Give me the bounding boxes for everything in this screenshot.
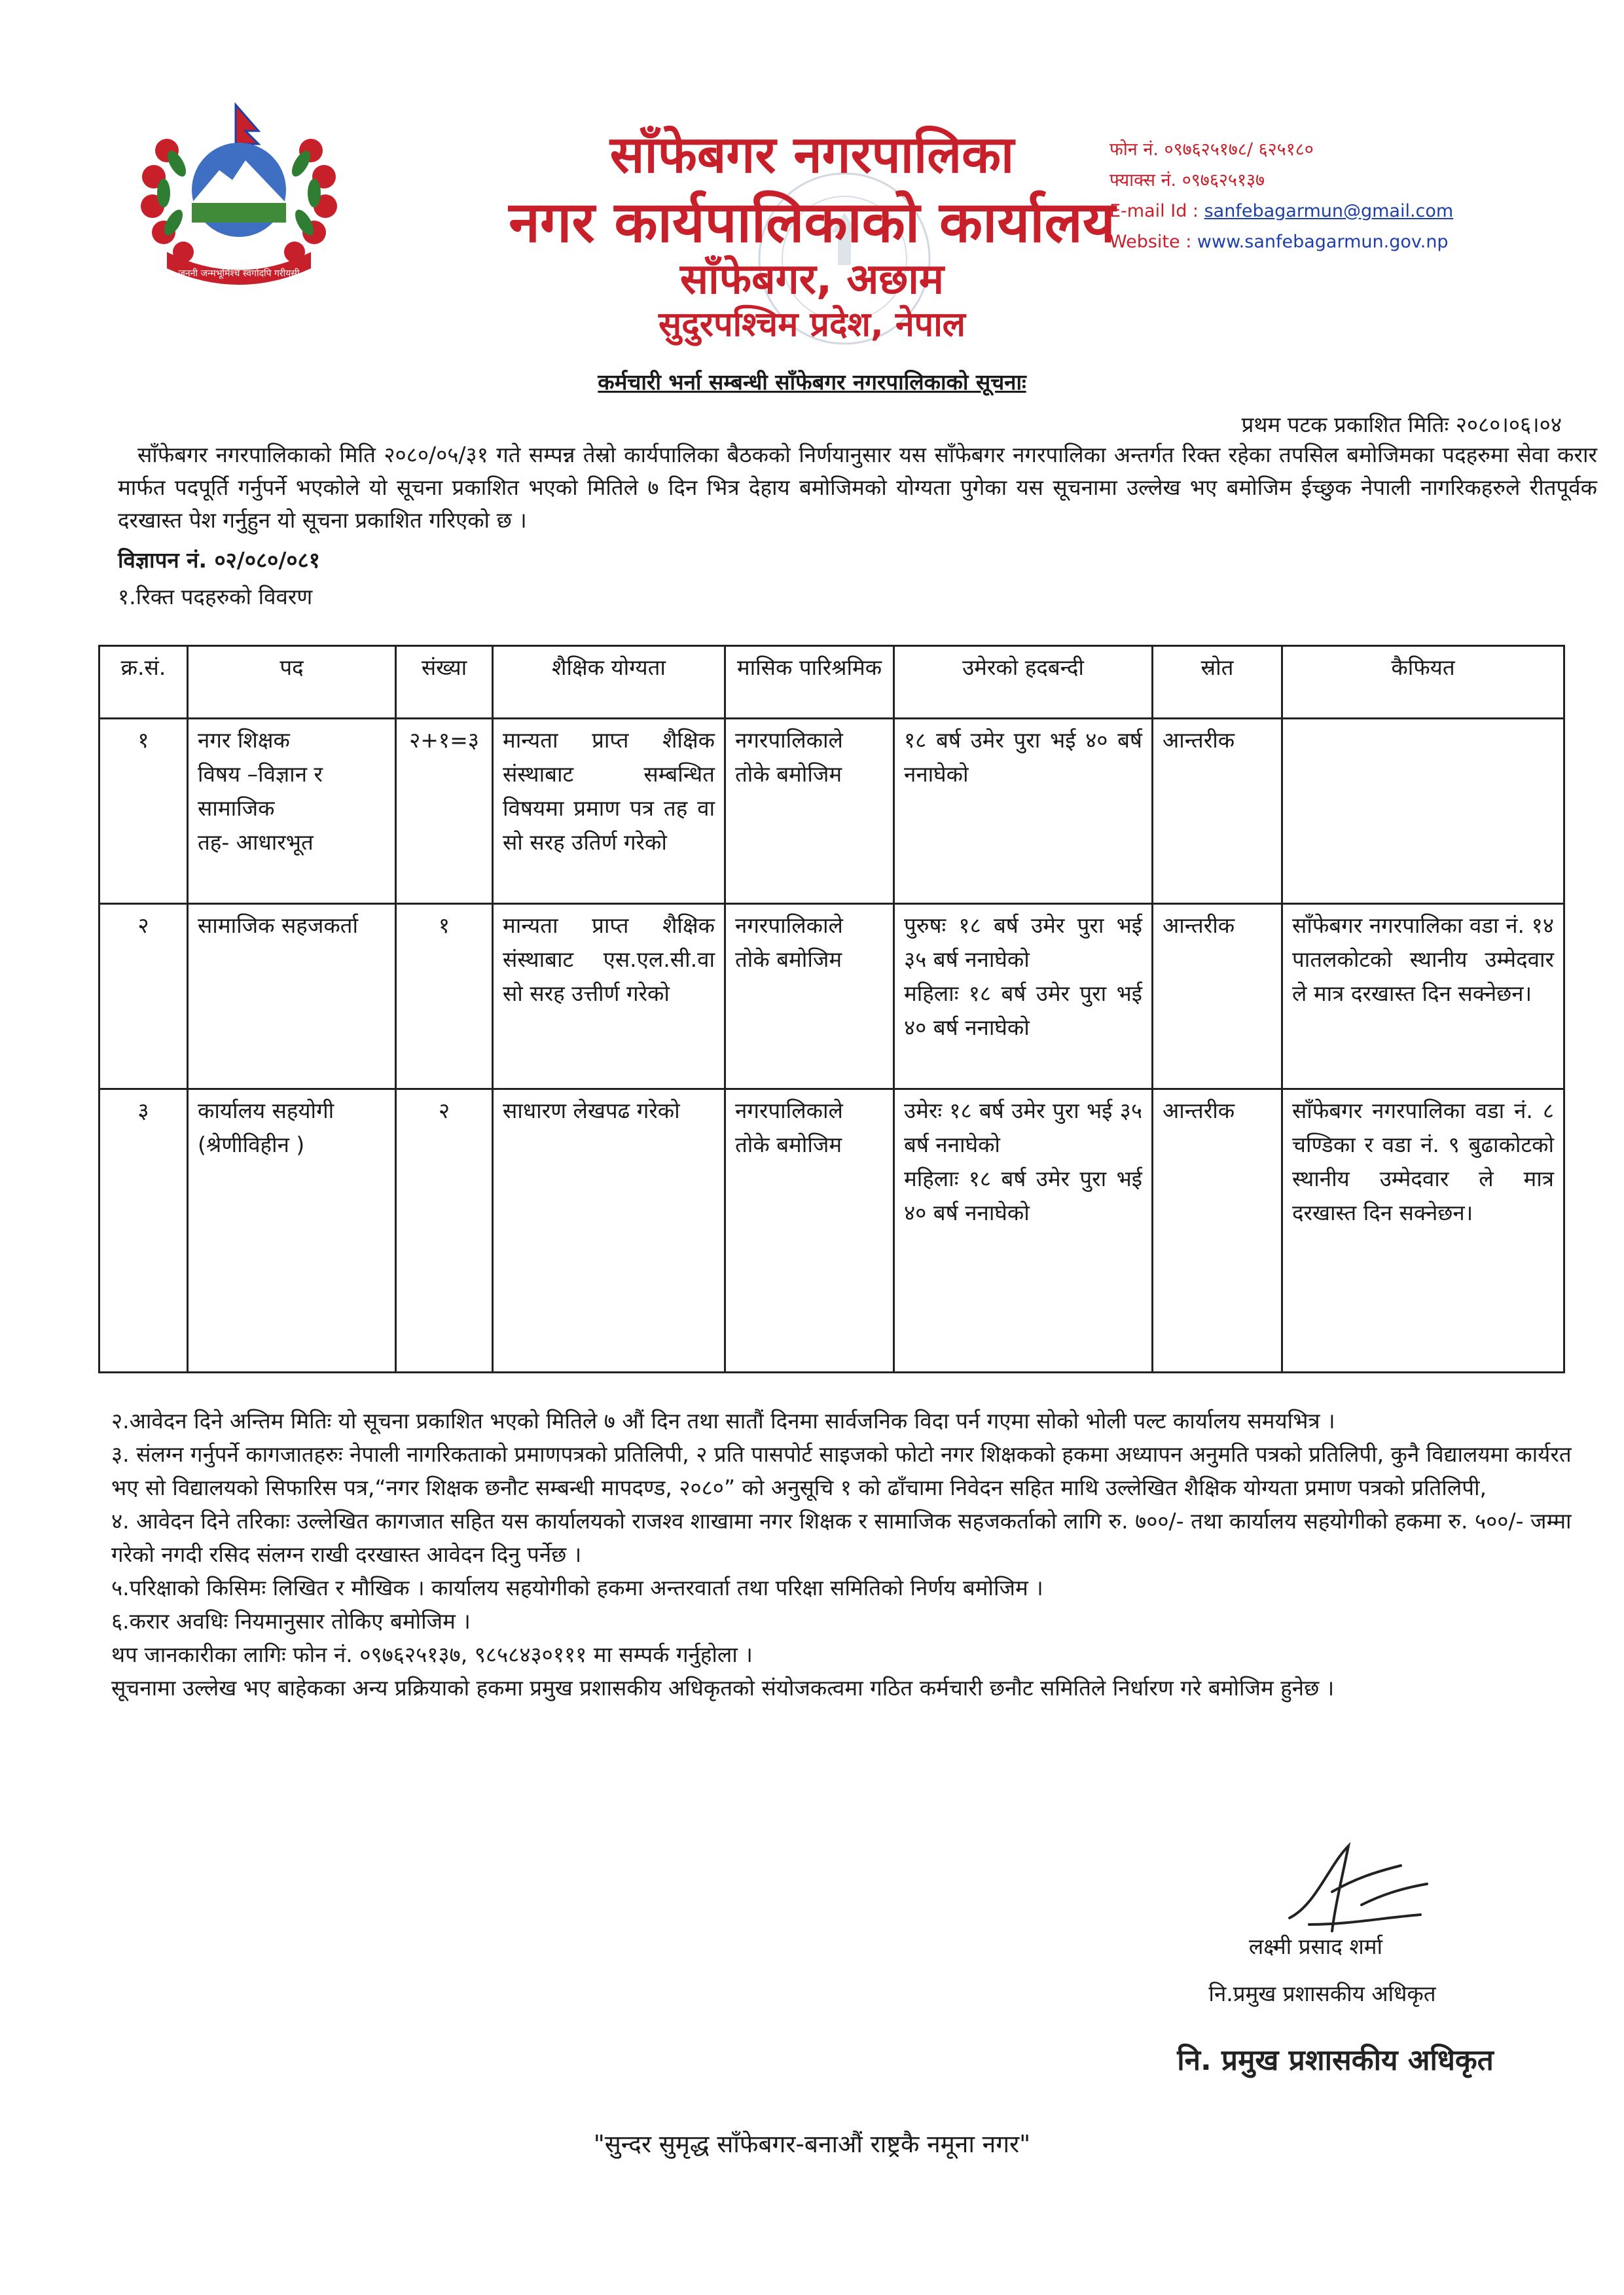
email-label: E-mail Id :	[1110, 201, 1204, 221]
designation-stamp: नि. प्रमुख प्रशासकीय अधिकृत	[1177, 2044, 1494, 2077]
slogan: "सुन्दर सुमृद्ध साँफेबगर-बनाऔं राष्ट्रकै नमूना नगर"	[593, 2130, 1031, 2158]
notes-list	[111, 1404, 1584, 1705]
municipality-name: साँफेबगर नगरपालिका	[609, 126, 1015, 185]
phone-number: फोन नं. ०९७६२५१७८/ ६२५१८०	[1110, 139, 1314, 160]
cell-remarks: साँफेबगर नगरपालिका वडा नं. ८ चण्डिका र वडा नं. ९ बुढाकोटको स्थानीय उम्मेदवार ले मात्र दरखास्त दिन सक्नेछन।	[1282, 1089, 1564, 1373]
table-header-row	[99, 646, 1564, 719]
cell-age: १८ बर्ष उमेर पुरा भई ४० बर्ष ननाघेको	[894, 719, 1153, 904]
published-date: प्रथम पटक प्रकाशित मितिः २०८०।०६।०४	[1241, 412, 1562, 437]
note-deadline: २.आवेदन दिने अन्तिम मितिः यो सूचना प्रकाशित भएको मितिले ७ औं दिन तथा सातौं दिनमा सार्वजनिक विदा पर्न गएमा सोको भोली पल्ट कार्यालय समयभित्र ।	[111, 1408, 1335, 1434]
notice-intro: साँफेबगर नगरपालिकाको मिति २०८०/०५/३१ गते सम्पन्न तेस्रो कार्यपालिका बैठकको निर्णयानुसार यस साँफेबगर नगरपालिका अन्तर्गत रिक्त रहेका तपसिल बमोजिमका पदहरुमा सेवा करार मार्फत पदपूर्ति गर्नुपर्ने भएकोले यो सूचना प्रकाशित भएको मितिले ७ दिन भित्र देहाय बमोजिमको योग्यता पुगेका यस सूचनामा उल्लेख भए बमोजिम ईच्छुक नेपाली नागरिकहरुले रीतपूर्वक दरखास्त पेश गर्नुहुन यो सूचना प्रकाशित गरिएको छ ।	[118, 442, 1597, 533]
note-exam-type: ५.परिक्षाको किसिमः लिखित र मौखिक । कार्यालय सहयोगीको हकमा अन्तरवार्ता तथा परिक्षा समितिको निर्णय बमोजिम ।	[111, 1575, 1043, 1600]
signatory-position: नि.प्रमुख प्रशासकीय अधिकृत	[1208, 1981, 1436, 2006]
table-row	[99, 1089, 1564, 1373]
cell-salary: नगरपालिकाले तोके बमोजिम	[725, 1089, 894, 1373]
cell-post: कार्यालय सहयोगी (श्रेणीविहीन )	[188, 1089, 396, 1373]
cell-count: २+१=३	[396, 719, 493, 904]
cell-post: सामाजिक सहजकर्ता	[188, 904, 396, 1089]
cell-remarks	[1282, 719, 1564, 904]
cell-qualification: साधारण लेखपढ गरेको	[493, 1089, 725, 1373]
header-source: स्रोत	[1153, 646, 1282, 719]
cell-age: उमेरः १८ बर्ष उमेर पुरा भई ३५ बर्ष ननाघेको महिलाः १८ बर्ष उमेर पुरा भई ४० बर्ष ननाघेको	[894, 1089, 1153, 1373]
header-remarks: कैफियत	[1282, 646, 1564, 719]
fax-number: फ्याक्स नं. ०९७६२५१३७	[1110, 170, 1265, 190]
note-other: सूचनामा उल्लेख भए बाहेकका अन्य प्रक्रियाको हकमा प्रमुख प्रशासकीय अधिकृतको संयोजकत्वमा गठित कर्मचारी छनौट समितिले निर्धारण गरे बमोजिम हुनेछ ।	[111, 1675, 1335, 1701]
website-line	[1110, 226, 1453, 257]
signatory-name: लक्ष्मी प्रसाद शर्मा	[1248, 1934, 1383, 1959]
table-row	[99, 904, 1564, 1089]
header-age: उमेरको हदबन्दी	[894, 646, 1153, 719]
cell-qualification: मान्यता प्राप्त शैक्षिक संस्थाबाट एस.एल.सी.वा सो सरह उत्तीर्ण गरेको	[493, 904, 725, 1089]
note-documents: ३. संलग्न गर्नुपर्ने कागजातहरुः नेपाली नागरिकताको प्रमाणपत्रको प्रतिलिपी, २ प्रति पासपोर्ट साइजको फोटो नगर शिक्षकको हकमा अध्यापन अनुमति पत्रको प्रतिलिपी, कुनै विद्यालयमा कार्यरत भए सो विद्यालयको सिफारिस पत्र,“नगर शिक्षक छनौट सम्बन्धी मापदण्ड, २०८०” को अनुसूचि १ को ढाँचामा निवेदन सहित माथि उल्लेखित शैक्षिक योग्यता प्रमाण पत्रको प्रतिलिपी,	[111, 1441, 1572, 1500]
cell-sn: २	[99, 904, 188, 1089]
cell-remarks: साँफेबगर नगरपालिका वडा नं. १४ पातलकोटको स्थानीय उम्मेदवार ले मात्र दरखास्त दिन सक्नेछन।	[1282, 904, 1564, 1089]
cell-sn: १	[99, 719, 188, 904]
cell-source: आन्तरीक	[1153, 1089, 1282, 1373]
website-link[interactable]: www.sanfebagarmun.gov.np	[1197, 232, 1449, 252]
signature-mark	[1270, 1826, 1440, 1944]
header-qualification: शैक्षिक योग्यता	[493, 646, 725, 719]
note-application-method: ४. आवेदन दिने तरिकाः उल्लेखित कागजात सहित यस कार्यालयको राजश्व शाखामा नगर शिक्षक र सामाजिक सहजकर्ताको लागि रु. ७००/- तथा कार्यालय सहयोगीको हकमा रु. ५००/- जम्मा गरेको नगदी रसिद संलग्न राखी दरखास्त आवेदन दिनु पर्नेछ ।	[111, 1508, 1572, 1567]
email-link[interactable]: sanfebagarmun@gmail.com	[1204, 201, 1454, 221]
vacancy-table	[98, 645, 1565, 1373]
table-row	[99, 719, 1564, 904]
cell-sn: ३	[99, 1089, 188, 1373]
office-name: नगर कार्यपालिकाको कार्यालय	[509, 190, 1115, 255]
website-label: Website :	[1110, 232, 1197, 252]
note-contract-period: ६.करार अवधिः नियमानुसार तोकिए बमोजिम ।	[111, 1608, 471, 1634]
advertisement-number: विज्ञापन नं. ०२/०८०/०८१	[118, 547, 320, 573]
cell-count: १	[396, 904, 493, 1089]
cell-count: २	[396, 1089, 493, 1373]
header-count: संख्या	[396, 646, 493, 719]
cell-salary: नगरपालिकाले तोके बमोजिम	[725, 904, 894, 1089]
header-salary: मासिक पारिश्रमिक	[725, 646, 894, 719]
header-post: पद	[188, 646, 396, 719]
section-title: १.रिक्त पदहरुको विवरण	[118, 584, 313, 609]
contact-block	[1110, 134, 1453, 257]
header-sn: क्र.सं.	[99, 646, 188, 719]
cell-source: आन्तरीक	[1153, 904, 1282, 1089]
note-contact: थप जानकारीका लागिः फोन नं. ०९७६२५१३७, ९८५८४३०१११ मा सम्पर्क गर्नुहोला ।	[111, 1642, 753, 1667]
office-location: साँफेबगर, अछाम	[679, 255, 945, 304]
cell-age: पुरुषः १८ बर्ष उमेर पुरा भई ३५ बर्ष ननाघेको महिलाः १८ बर्ष उमेर पुरा भई ४० बर्ष ननाघेको	[894, 904, 1153, 1089]
cell-post: नगर शिक्षक विषय –विज्ञान र सामाजिक तह- आधारभूत	[188, 719, 396, 904]
cell-qualification: मान्यता प्राप्त शैक्षिक संस्थाबाट सम्बन्धित विषयमा प्रमाण पत्र तह वा सो सरह उतिर्ण गरेको	[493, 719, 725, 904]
notice-title: कर्मचारी भर्ना सम्बन्धी साँफेबगर नगरपालिकाको सूचनाः	[598, 369, 1026, 395]
emblem-motto: जननी जन्मभूमिश्च स्वर्गादपि गरीयसी	[178, 268, 300, 279]
cell-salary: नगरपालिकाले तोके बमोजिम	[725, 719, 894, 904]
province-name: सुदुरपश्चिम प्रदेश, नेपाल	[659, 305, 965, 344]
email-line	[1110, 196, 1453, 226]
cell-source: आन्तरीक	[1153, 719, 1282, 904]
